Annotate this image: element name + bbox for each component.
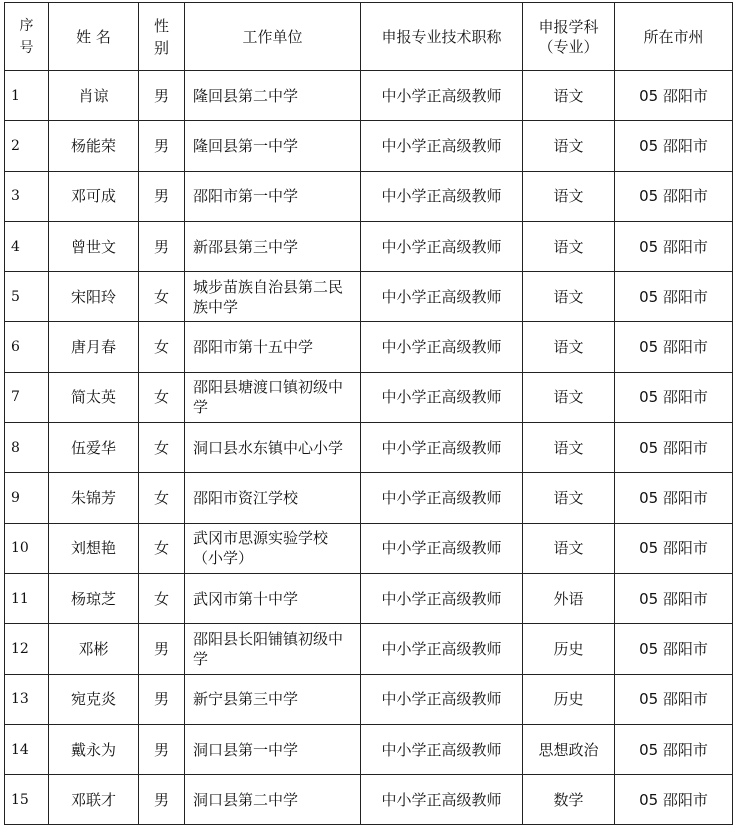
cell-name: 朱锦芳: [49, 473, 139, 523]
table-row: [5, 724, 733, 774]
cell-no: 15: [5, 775, 49, 825]
header-name: 姓 名: [49, 3, 139, 71]
cell-title: 中小学正高级教师: [361, 121, 523, 171]
cell-title: 中小学正高级教师: [361, 624, 523, 674]
cell-no: 2: [5, 121, 49, 171]
cell-no: 9: [5, 473, 49, 523]
cell-gender: 男: [139, 171, 185, 221]
cell-unit: 邵阳市资江学校: [185, 473, 361, 523]
cell-name: 杨能荣: [49, 121, 139, 171]
table-body: [5, 71, 733, 825]
cell-unit: 武冈市思源实验学校（小学）: [185, 523, 361, 573]
table-row: [5, 573, 733, 623]
cell-name: 伍爱华: [49, 423, 139, 473]
cell-city: 05 邵阳市: [615, 523, 733, 573]
cell-subject: 语文: [523, 272, 615, 322]
cell-title: 中小学正高级教师: [361, 71, 523, 121]
table-row: [5, 71, 733, 121]
cell-name: 戴永为: [49, 724, 139, 774]
cell-subject: 语文: [523, 171, 615, 221]
cell-city: 05 邵阳市: [615, 624, 733, 674]
cell-unit: 洞口县水东镇中心小学: [185, 423, 361, 473]
cell-city: 05 邵阳市: [615, 724, 733, 774]
personnel-table: [4, 2, 733, 825]
cell-gender: 男: [139, 121, 185, 171]
table-row: [5, 473, 733, 523]
cell-city: 05 邵阳市: [615, 573, 733, 623]
cell-title: 中小学正高级教师: [361, 322, 523, 372]
cell-city: 05 邵阳市: [615, 473, 733, 523]
cell-title: 中小学正高级教师: [361, 775, 523, 825]
header-gender: 性别: [139, 3, 185, 71]
cell-subject: 语文: [523, 372, 615, 422]
cell-no: 7: [5, 372, 49, 422]
cell-no: 14: [5, 724, 49, 774]
cell-unit: 隆回县第一中学: [185, 121, 361, 171]
cell-unit: 新邵县第三中学: [185, 221, 361, 271]
cell-title: 中小学正高级教师: [361, 523, 523, 573]
header-row: [5, 3, 733, 71]
cell-title: 中小学正高级教师: [361, 473, 523, 523]
cell-title: 中小学正高级教师: [361, 171, 523, 221]
cell-city: 05 邵阳市: [615, 221, 733, 271]
cell-gender: 女: [139, 272, 185, 322]
cell-no: 1: [5, 71, 49, 121]
cell-gender: 男: [139, 674, 185, 724]
cell-no: 4: [5, 221, 49, 271]
cell-unit: 新宁县第三中学: [185, 674, 361, 724]
cell-city: 05 邵阳市: [615, 171, 733, 221]
header-title: 申报专业技术职称: [361, 3, 523, 71]
cell-unit: 武冈市第十中学: [185, 573, 361, 623]
cell-name: 肖谅: [49, 71, 139, 121]
cell-title: 中小学正高级教师: [361, 573, 523, 623]
header-no: 序号: [5, 3, 49, 71]
cell-gender: 女: [139, 372, 185, 422]
cell-name: 简太英: [49, 372, 139, 422]
cell-unit: 邵阳县长阳铺镇初级中学: [185, 624, 361, 674]
header-unit: 工作单位: [185, 3, 361, 71]
cell-gender: 男: [139, 724, 185, 774]
cell-subject: 语文: [523, 423, 615, 473]
cell-name: 宋阳玲: [49, 272, 139, 322]
cell-city: 05 邵阳市: [615, 775, 733, 825]
cell-title: 中小学正高级教师: [361, 724, 523, 774]
cell-city: 05 邵阳市: [615, 322, 733, 372]
cell-city: 05 邵阳市: [615, 272, 733, 322]
cell-title: 中小学正高级教师: [361, 221, 523, 271]
cell-no: 12: [5, 624, 49, 674]
cell-no: 5: [5, 272, 49, 322]
cell-subject: 语文: [523, 322, 615, 372]
cell-unit: 邵阳市第十五中学: [185, 322, 361, 372]
cell-no: 11: [5, 573, 49, 623]
table-row: [5, 775, 733, 825]
cell-name: 曾世文: [49, 221, 139, 271]
cell-unit: 城步苗族自治县第二民族中学: [185, 272, 361, 322]
cell-gender: 男: [139, 71, 185, 121]
header-subject: 申报学科（专业）: [523, 3, 615, 71]
cell-subject: 历史: [523, 624, 615, 674]
header-city: 所在市州: [615, 3, 733, 71]
cell-name: 宛克炎: [49, 674, 139, 724]
cell-city: 05 邵阳市: [615, 674, 733, 724]
cell-subject: 外语: [523, 573, 615, 623]
cell-gender: 男: [139, 624, 185, 674]
table-row: [5, 322, 733, 372]
cell-unit: 隆回县第二中学: [185, 71, 361, 121]
cell-city: 05 邵阳市: [615, 423, 733, 473]
table-row: [5, 171, 733, 221]
table-row: [5, 121, 733, 171]
cell-subject: 语文: [523, 221, 615, 271]
cell-city: 05 邵阳市: [615, 71, 733, 121]
cell-no: 6: [5, 322, 49, 372]
table-row: [5, 523, 733, 573]
table-row: [5, 272, 733, 322]
cell-subject: 语文: [523, 71, 615, 121]
cell-no: 3: [5, 171, 49, 221]
cell-unit: 洞口县第二中学: [185, 775, 361, 825]
cell-unit: 洞口县第一中学: [185, 724, 361, 774]
cell-subject: 数学: [523, 775, 615, 825]
cell-no: 13: [5, 674, 49, 724]
cell-no: 10: [5, 523, 49, 573]
cell-gender: 男: [139, 775, 185, 825]
cell-subject: 思想政治: [523, 724, 615, 774]
cell-city: 05 邵阳市: [615, 372, 733, 422]
cell-gender: 女: [139, 423, 185, 473]
table-row: [5, 674, 733, 724]
table-row: [5, 624, 733, 674]
cell-gender: 女: [139, 523, 185, 573]
cell-subject: 语文: [523, 473, 615, 523]
cell-name: 邓彬: [49, 624, 139, 674]
cell-unit: 邵阳县塘渡口镇初级中学: [185, 372, 361, 422]
cell-city: 05 邵阳市: [615, 121, 733, 171]
cell-title: 中小学正高级教师: [361, 423, 523, 473]
cell-name: 杨琼芝: [49, 573, 139, 623]
table-header: [5, 3, 733, 71]
table-row: [5, 221, 733, 271]
cell-name: 刘想艳: [49, 523, 139, 573]
cell-subject: 语文: [523, 523, 615, 573]
cell-title: 中小学正高级教师: [361, 674, 523, 724]
cell-name: 邓可成: [49, 171, 139, 221]
cell-subject: 语文: [523, 121, 615, 171]
cell-title: 中小学正高级教师: [361, 272, 523, 322]
cell-name: 唐月春: [49, 322, 139, 372]
table-row: [5, 423, 733, 473]
cell-unit: 邵阳市第一中学: [185, 171, 361, 221]
cell-name: 邓联才: [49, 775, 139, 825]
table-row: [5, 372, 733, 422]
cell-gender: 女: [139, 322, 185, 372]
cell-title: 中小学正高级教师: [361, 372, 523, 422]
cell-gender: 男: [139, 221, 185, 271]
cell-no: 8: [5, 423, 49, 473]
cell-gender: 女: [139, 573, 185, 623]
cell-gender: 女: [139, 473, 185, 523]
cell-subject: 历史: [523, 674, 615, 724]
